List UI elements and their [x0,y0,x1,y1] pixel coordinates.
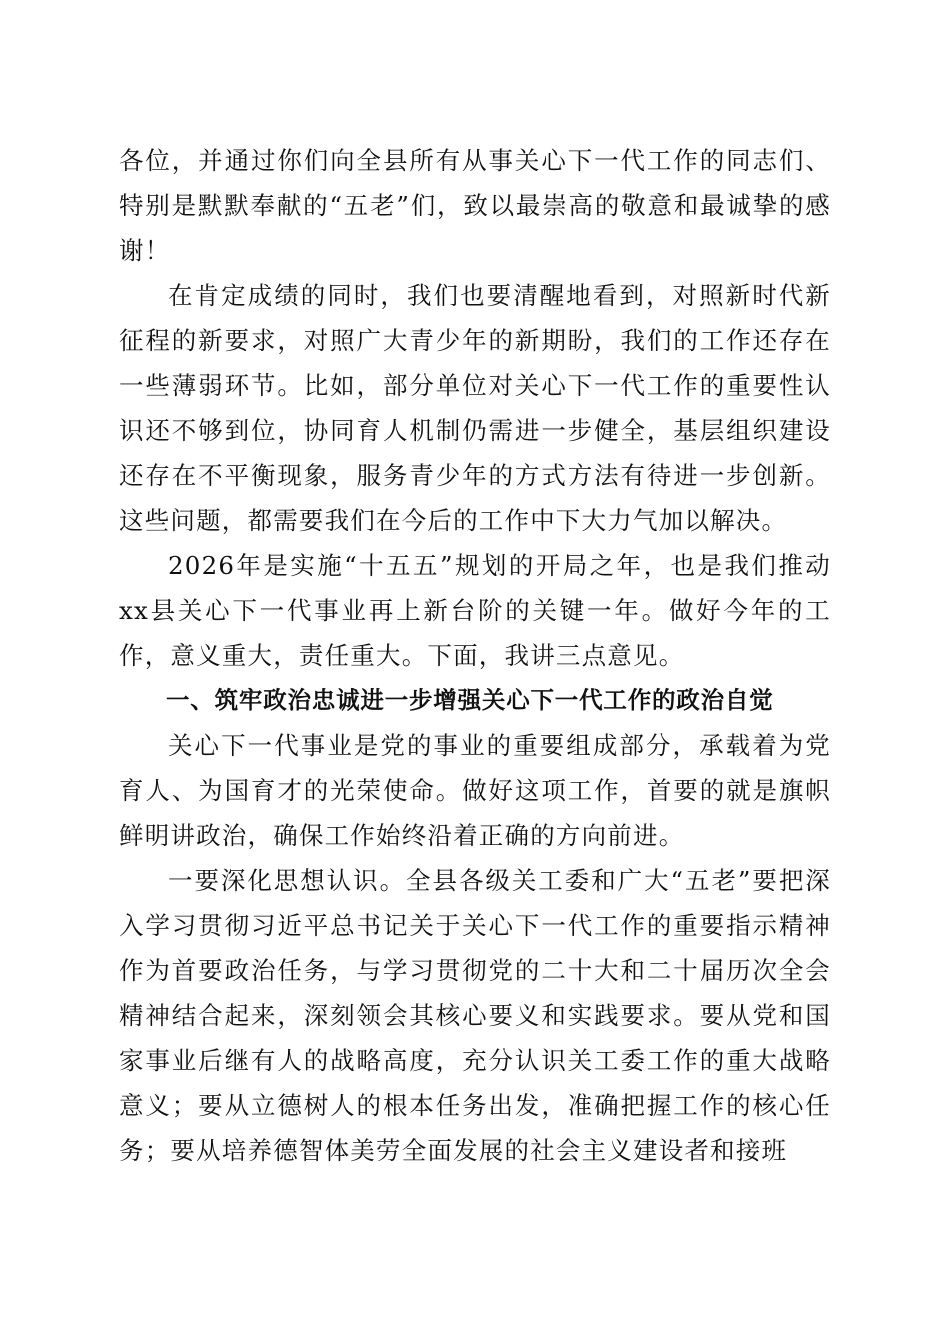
paragraph-weaknesses: 在肯定成绩的同时，我们也要清醒地看到，对照新时代新征程的新要求，对照广大青少年的新期盼，我们的工作还存在一些薄弱环节。比如，部分单位对关心下一代工作的重要性认识还不够到位，协同育人机制仍需进一步健全，基层组织建设还存在不平衡现象，服务青少年的方式方法有待进一步创新。这些问题，都需要我们在今后的工作中下大力气加以解决。 [119,281,831,535]
paragraph-greeting-closing: 各位，并通过你们向全县所有从事关心下一代工作的同志们、特别是默默奉献的“五老”们，致以最崇高的敬意和最诚挚的感谢！ [119,146,831,265]
document-body [119,138,831,1173]
paragraph-2026-plan: 2026年是实施“十五五”规划的开局之年，也是我们推动xx县关心下一代事业再上新台阶的关键一年。做好今年的工作，意义重大，责任重大。下面，我讲三点意见。 [119,551,831,670]
paragraph-deepen-understanding: 一要深化思想认识。全县各级关工委和广大“五老”要把深入学习贯彻习近平总书记关于关心下一代工作的重要指示精神作为首要政治任务，与学习贯彻党的二十大和二十届历次全会精神结合起来，深刻领会其核心要义和实践要求。要从党和国家事业后继有人的战略高度，充分认识关工委工作的重大战略意义；要从立德树人的根本任务出发，准确把握工作的核心任务；要从培养德智体美劳全面发展的社会主义建设者和接班 [119,866,831,1165]
paragraph-political-mission: 关心下一代事业是党的事业的重要组成部分，承载着为党育人、为国育才的光荣使命。做好这项工作，首要的就是旗帜鲜明讲政治，确保工作始终沿着正确的方向前进。 [119,731,831,850]
section-heading-1: 一、筑牢政治忠诚进一步增强关心下一代工作的政治自觉 [166,686,774,714]
